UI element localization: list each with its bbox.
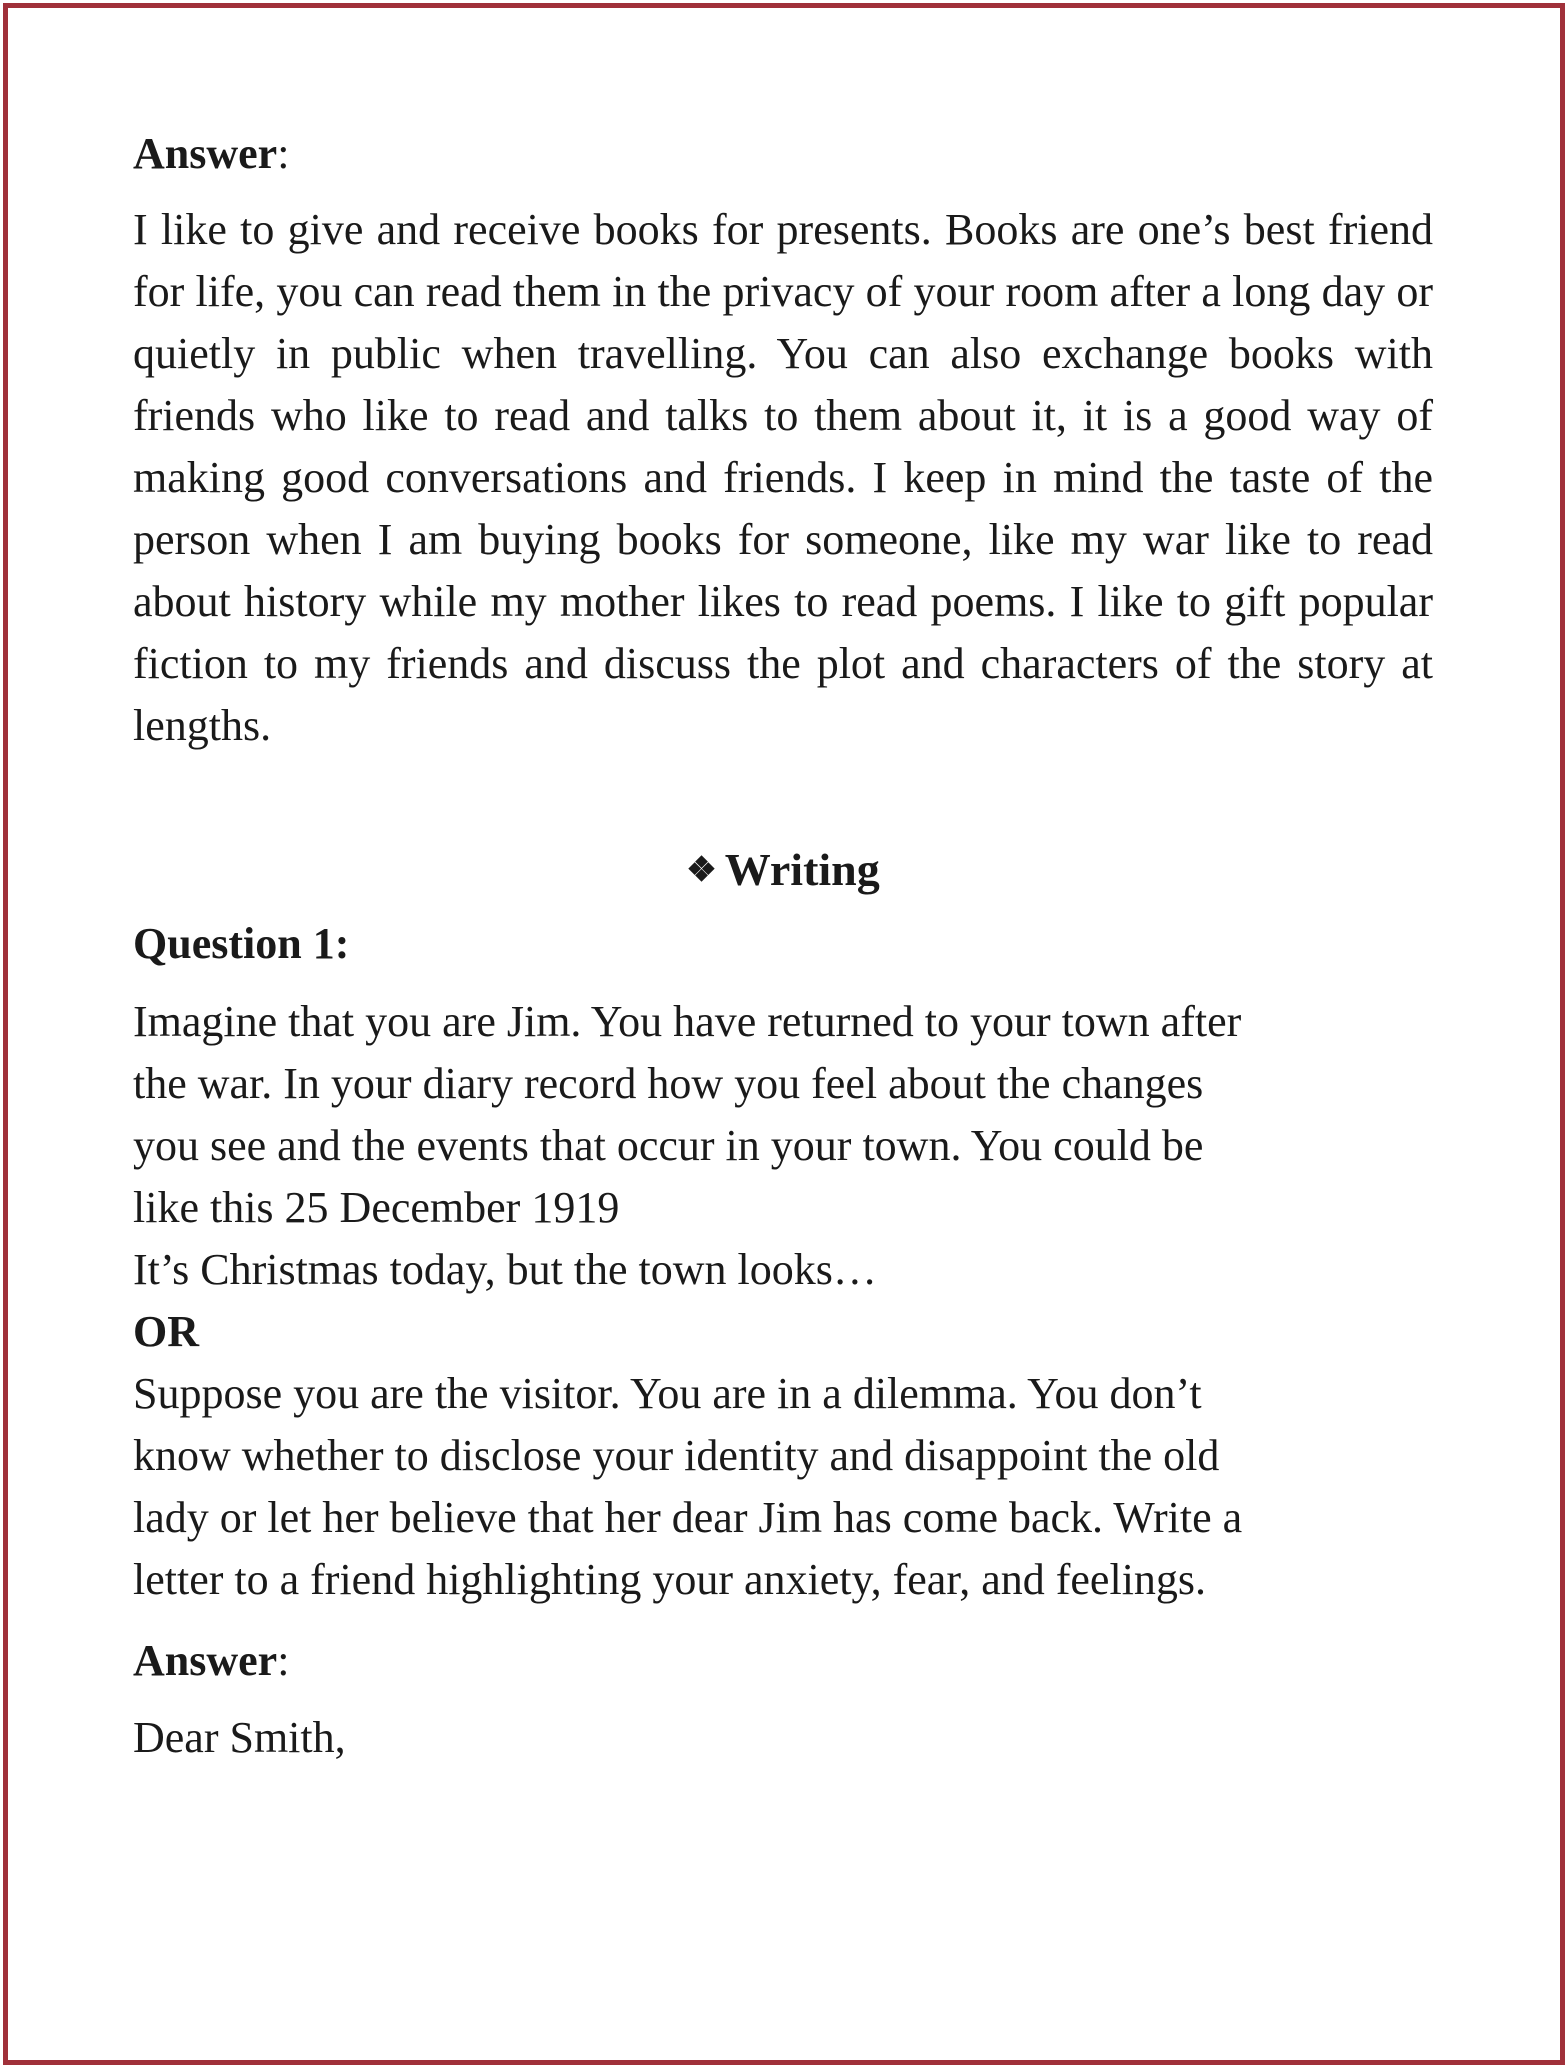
document-content <box>133 128 1433 1769</box>
section-heading-writing: ❖ Writing <box>686 843 880 895</box>
answer-label: Answer: <box>133 129 290 178</box>
question-text <box>133 991 1433 1611</box>
alt-question-line: know whether to disclose your identity and disappoint the old <box>133 1430 1220 1480</box>
alt-question-line: Suppose you are the visitor. You are in a dilemma. You don’t <box>133 1368 1202 1418</box>
answer-paragraph: I like to give and receive books for presents. Books are one’s best friend for life, you can read them in the privacy of your room after a long day or quietly in public when travelling. You can also exchange books with friends who like to read and talks to them about it, it is a good way of making good conversations and friends. I keep in mind the taste of the person when I am buying books for someone, like my war like to read about history while my mother likes to read poems. I like to gift popular fiction to my friends and discuss the plot and characters of the story at lengths. <box>133 204 1433 750</box>
or-label: OR <box>133 1306 199 1356</box>
question-line: It’s Christmas today, but the town looks… <box>133 1244 877 1294</box>
alt-question-line: letter to a friend highlighting your anxiety, fear, and feelings. <box>133 1554 1207 1604</box>
question-line: the war. In your diary record how you feel about the changes <box>133 1058 1204 1108</box>
question-line: you see and the events that occur in your town. You could be <box>133 1120 1204 1170</box>
question-line: Imagine that you are Jim. You have returned to your town after <box>133 996 1242 1046</box>
answer-label-2: Answer: <box>133 1635 290 1685</box>
diamond-bullet-icon: ❖ <box>686 851 717 889</box>
letter-salutation: Dear Smith, <box>133 1713 346 1763</box>
alt-question-line: lady or let her believe that her dear Jim has come back. Write a <box>133 1492 1243 1542</box>
question-label: Question 1: <box>133 918 350 968</box>
question-line: like this 25 December 1919 <box>133 1182 620 1232</box>
